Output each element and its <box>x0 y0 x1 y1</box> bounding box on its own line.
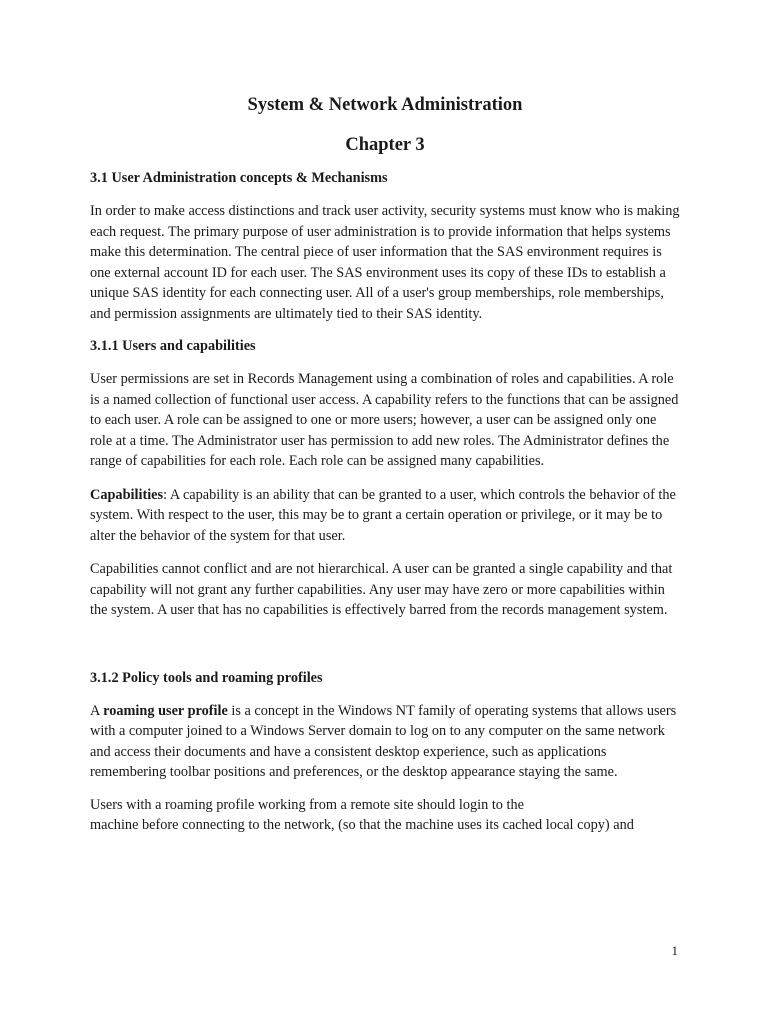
capabilities-definition-text: : A capability is an ability that can be granted to a user, which controls the behavior of the system. With respect to the user, this may be to grant a certain operation or privilege, or it may be to alter the behavior of the system for that user. <box>90 486 676 544</box>
remote-site-line-2: machine before connecting to the network, (so that the machine uses its cached local copy) and <box>90 817 634 833</box>
document-page <box>90 92 680 836</box>
term-capabilities: Capabilities <box>90 486 164 503</box>
section-heading-3-1-2: 3.1.2 Policy tools and roaming profiles <box>90 669 323 686</box>
paragraph-user-permissions: User permissions are set in Records Management using a combination of roles and capabilities. A role is a named collection of functional user access. A capability refers to the functions that can be assigned to each user. A role can be assigned to one or more users; however, a user can be assigned only one role at a time. The Administrator user has permission to add new roles. The Administrator defines the range of capabilities for each role. Each role can be assigned many capabilities. <box>90 371 679 469</box>
paragraph-roaming-profile <box>90 701 680 783</box>
chapter-title: Chapter 3 <box>345 135 425 155</box>
roaming-profile-lead: A <box>90 702 104 719</box>
paragraph-capabilities-definition <box>90 485 680 547</box>
term-roaming-user-profile: roaming user profile <box>103 702 228 719</box>
paragraph-capabilities-hierarchy: Capabilities cannot conflict and are not hierarchical. A user can be granted a single capability and that capability will not grant any further capabilities. Any user may have zero or more capabilities within the system. A user that has no capabilities is effectively barred from the records management system. <box>90 561 673 618</box>
remote-site-line-1: Users with a roaming profile working from a remote site should login to the <box>90 796 524 813</box>
section-heading-3-1-1: 3.1.1 Users and capabilities <box>90 338 256 354</box>
section-heading-3-1: 3.1 User Administration concepts & Mechanisms <box>90 170 388 186</box>
document-title: System & Network Administration <box>247 95 523 115</box>
page-number: 1 <box>671 943 678 958</box>
paragraph-user-administration: In order to make access distinctions and track user activity, security systems must know who is making each request. The primary purpose of user administration is to provide information that helps systems make this determination. The central piece of user information that the SAS environment requires is one external account ID for each user. The SAS environment uses its copy of these IDs to establish a unique SAS identity for each connecting user. All of a user's group memberships, role memberships, and permission assignments are ultimately tied to their SAS identity. <box>90 203 680 322</box>
paragraph-remote-site <box>90 795 680 836</box>
roaming-profile-text: is a concept in the Windows NT family of operating systems that allows users with a computer joined to a Windows Server domain to log on to any computer on the same network and access their documents and have a consistent desktop experience, such as applications remembering toolbar positions and preferences, or the desktop appearance staying the same. <box>90 702 677 780</box>
